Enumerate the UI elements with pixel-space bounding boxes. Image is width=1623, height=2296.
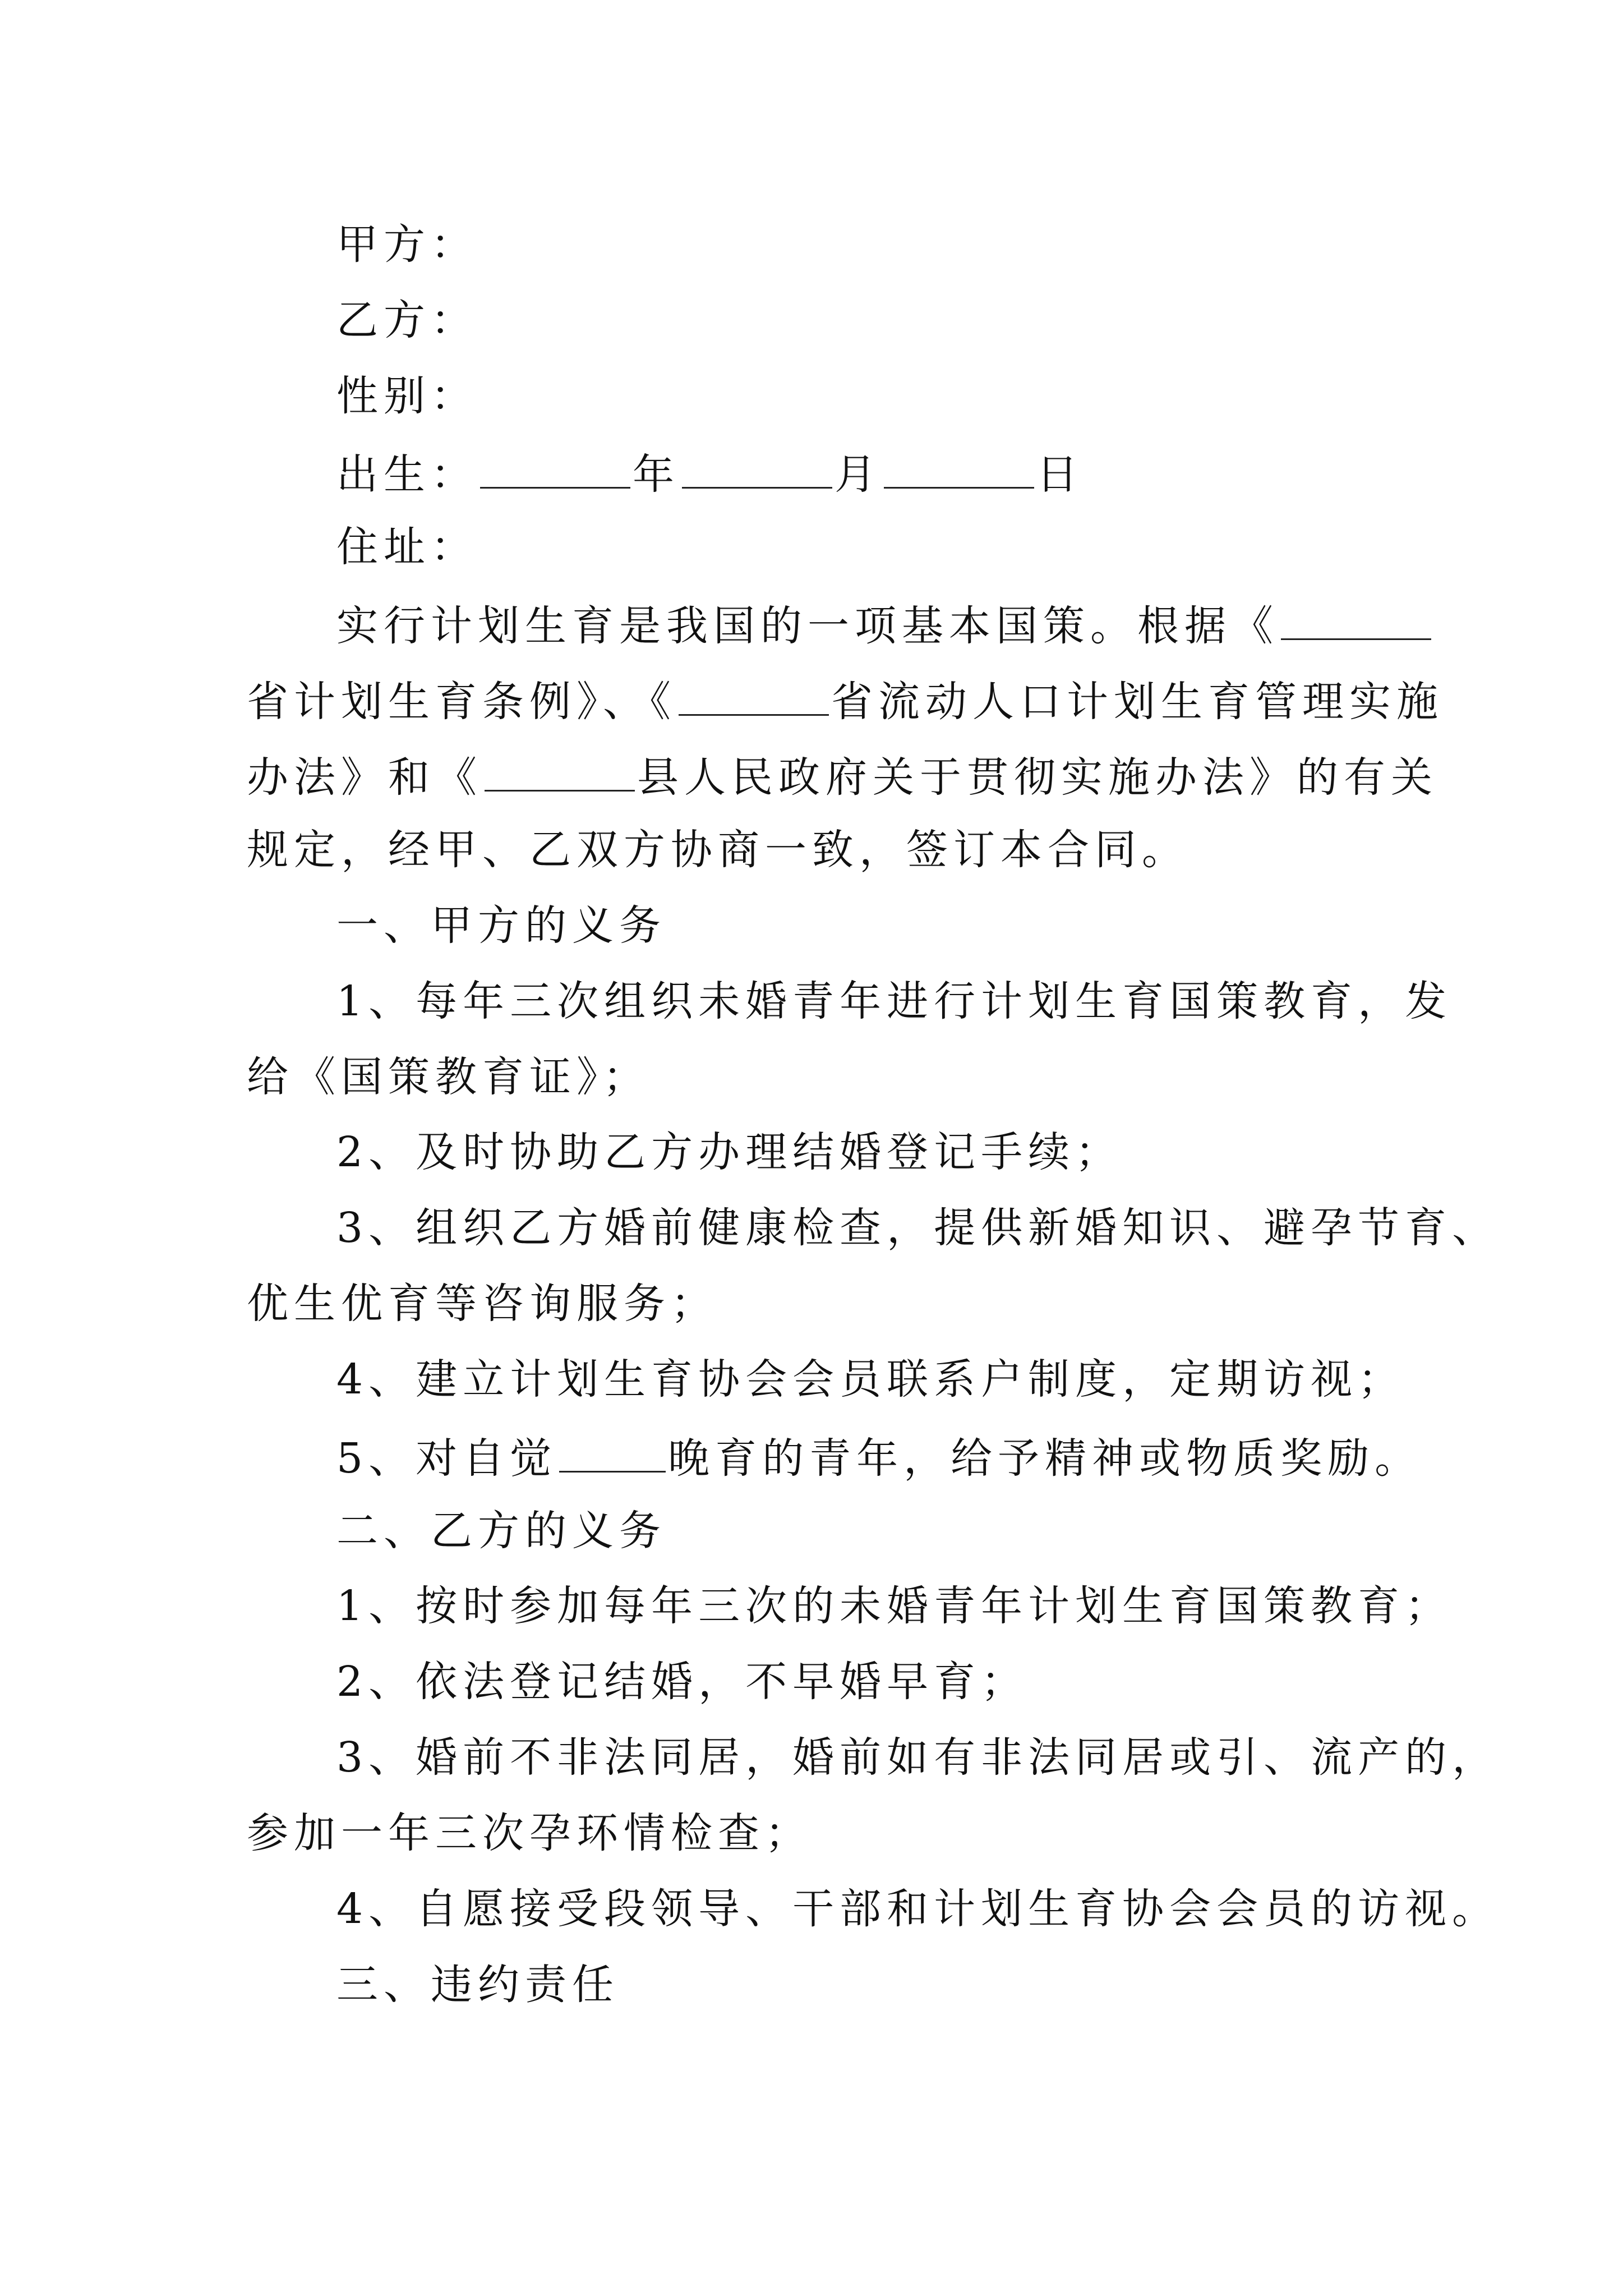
birth-year-blank xyxy=(480,443,630,489)
birth-day-blank xyxy=(884,443,1034,489)
intro-text-3a: 办法》和《 xyxy=(247,753,482,802)
section-2-item: 2、依法登记结婚，不早婚早育； xyxy=(336,1658,1029,1706)
party-b-field xyxy=(336,292,478,348)
intro-line-4 xyxy=(247,822,1189,878)
section-1-item: 4、建立计划生育协会会员联系户制度，定期访视； xyxy=(336,1355,1405,1404)
item-5-text-a: 5、对自觉 xyxy=(336,1434,557,1483)
county-blank xyxy=(485,746,635,792)
gender-label: 性别： xyxy=(336,372,478,420)
item-5-blank xyxy=(559,1427,666,1473)
section-1-item-5 xyxy=(336,1427,1422,1487)
province-blank-1 xyxy=(1281,595,1431,640)
section-3-heading: 三、违约责任 xyxy=(336,1961,619,2009)
section-2-item: 4、自愿接受段领导、干部和计划生育协会会员的访视。 xyxy=(336,1885,1500,1933)
party-b-label: 乙方： xyxy=(336,296,478,344)
section-2-item: 1、按时参加每年三次的未婚青年计划生育国策教育； xyxy=(336,1582,1453,1630)
province-blank-2 xyxy=(679,670,829,716)
birth-label: 出生： xyxy=(336,450,478,499)
gender-field xyxy=(336,368,478,424)
section-1-heading: 一、甲方的义务 xyxy=(336,901,666,950)
section-1-item: 优生优育等咨询服务； xyxy=(247,1280,718,1328)
birth-day-unit: 日 xyxy=(1036,450,1083,499)
birth-year-unit: 年 xyxy=(633,450,680,499)
address-field xyxy=(336,519,478,575)
section-1-item: 2、及时协助乙方办理结婚登记手续； xyxy=(336,1128,1123,1176)
intro-text-3b: 县人民政府关于贯彻实施办法》的有关 xyxy=(637,753,1438,802)
intro-text-2a: 省计划生育条例》、《 xyxy=(247,678,676,726)
section-2-item: 参加一年三次孕环情检查； xyxy=(247,1809,812,1857)
intro-line-1 xyxy=(336,595,1433,654)
section-1-item: 1、每年三次组织未婚青年进行计划生育国策教育，发 xyxy=(336,977,1453,1025)
intro-line-3 xyxy=(247,746,1438,806)
section-2-heading: 二、乙方的义务 xyxy=(336,1507,666,1555)
birth-month-blank xyxy=(682,443,832,489)
section-1-item: 给《国策教育证》； xyxy=(247,1053,650,1101)
intro-text-4: 规定，经甲、乙双方协商一致，签订本合同。 xyxy=(247,826,1189,874)
item-5-text-b: 晚育的青年，给予精神或物质奖励。 xyxy=(668,1434,1422,1483)
party-a-label: 甲方： xyxy=(336,220,478,269)
address-label: 住址： xyxy=(336,523,478,571)
birth-field xyxy=(336,443,1083,503)
intro-line-2 xyxy=(247,670,1444,730)
birth-month-unit: 月 xyxy=(834,450,882,499)
section-2-item: 3、婚前不非法同居，婚前如有非法同居或引、流产的， xyxy=(336,1733,1500,1782)
party-a-field xyxy=(336,217,478,273)
intro-text-1: 实行计划生育是我国的一项基本国策。根据《 xyxy=(336,602,1279,650)
intro-text-2b: 省流动人口计划生育管理实施 xyxy=(831,678,1444,726)
section-1-item: 3、组织乙方婚前健康检查，提供新婚知识、避孕节育、 xyxy=(336,1204,1500,1252)
